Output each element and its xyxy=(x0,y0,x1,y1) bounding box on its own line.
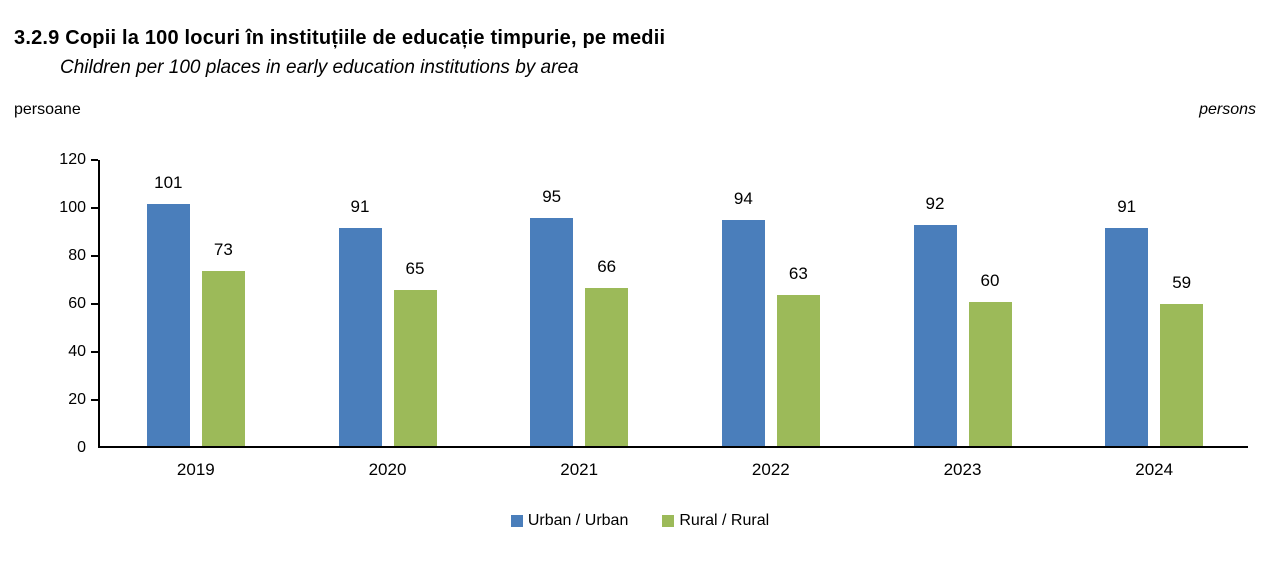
x-tick-label-2024: 2024 xyxy=(1135,460,1174,479)
bar-rural-2020 xyxy=(394,290,437,446)
y-axis-unit-label-en: persons xyxy=(1199,101,1256,118)
y-tick-label-120: 120 xyxy=(59,151,86,168)
legend-swatch-rural-icon xyxy=(662,515,674,527)
y-axis-unit-label: persoane xyxy=(14,101,81,118)
x-tick-label-2020: 2020 xyxy=(368,460,407,479)
y-tick-mark-80 xyxy=(91,255,98,257)
bar-urban-2019 xyxy=(147,204,190,446)
chart-title: 3.2.9 Copii la 100 locuri în instituțiile de educație timpurie, pe medii xyxy=(14,27,666,49)
legend-label-urban: Urban / Urban xyxy=(527,512,629,529)
y-tick-label-0: 0 xyxy=(77,439,86,456)
legend-label-rural: Rural / Rural xyxy=(679,512,770,529)
legend xyxy=(0,512,1280,530)
legend-swatch-urban-icon xyxy=(511,515,523,527)
bar-urban-2022 xyxy=(722,220,765,446)
y-tick-label-40: 40 xyxy=(68,343,86,360)
x-tick-label-2019: 2019 xyxy=(176,460,215,479)
legend-item-rural xyxy=(662,512,769,530)
bar-value-rural-2024: 59 xyxy=(1172,273,1192,292)
bar-urban-2023 xyxy=(914,225,957,446)
bar-value-rural-2019: 73 xyxy=(213,240,233,259)
y-tick-label-80: 80 xyxy=(68,247,86,264)
bar-value-rural-2020: 65 xyxy=(405,259,425,278)
plot-area xyxy=(59,151,1248,479)
x-tick-label-2023: 2023 xyxy=(943,460,982,479)
bar-value-urban-2023: 92 xyxy=(925,194,945,213)
bar-value-urban-2022: 94 xyxy=(733,189,753,208)
bar-rural-2022 xyxy=(777,295,820,446)
bar-urban-2024 xyxy=(1105,228,1148,446)
bar-value-rural-2022: 63 xyxy=(788,264,808,283)
bar-urban-2020 xyxy=(339,228,382,446)
bar-rural-2023 xyxy=(969,302,1012,446)
y-tick-mark-60 xyxy=(91,303,98,305)
bar-urban-2021 xyxy=(530,218,573,446)
y-tick-label-20: 20 xyxy=(68,391,86,408)
y-tick-mark-40 xyxy=(91,351,98,353)
bar-rural-2024 xyxy=(1160,304,1203,446)
x-tick-label-2021: 2021 xyxy=(560,460,599,479)
bar-value-urban-2024: 91 xyxy=(1117,197,1137,216)
y-tick-label-60: 60 xyxy=(68,295,86,312)
bar-value-rural-2023: 60 xyxy=(980,271,1000,290)
y-tick-mark-20 xyxy=(91,399,98,401)
y-tick-mark-100 xyxy=(91,207,98,209)
y-tick-label-100: 100 xyxy=(59,199,86,216)
bar-value-urban-2019: 101 xyxy=(154,173,183,192)
chart-subtitle: Children per 100 places in early education institutions by area xyxy=(60,57,579,78)
bar-value-urban-2021: 95 xyxy=(542,187,562,206)
bar-value-urban-2020: 91 xyxy=(350,197,370,216)
x-tick-label-2022: 2022 xyxy=(751,460,790,479)
legend-item-urban xyxy=(511,512,629,530)
bar-rural-2019 xyxy=(202,271,245,446)
bar-rural-2021 xyxy=(585,288,628,446)
y-tick-mark-120 xyxy=(91,159,98,161)
bar-value-rural-2021: 66 xyxy=(597,257,617,276)
